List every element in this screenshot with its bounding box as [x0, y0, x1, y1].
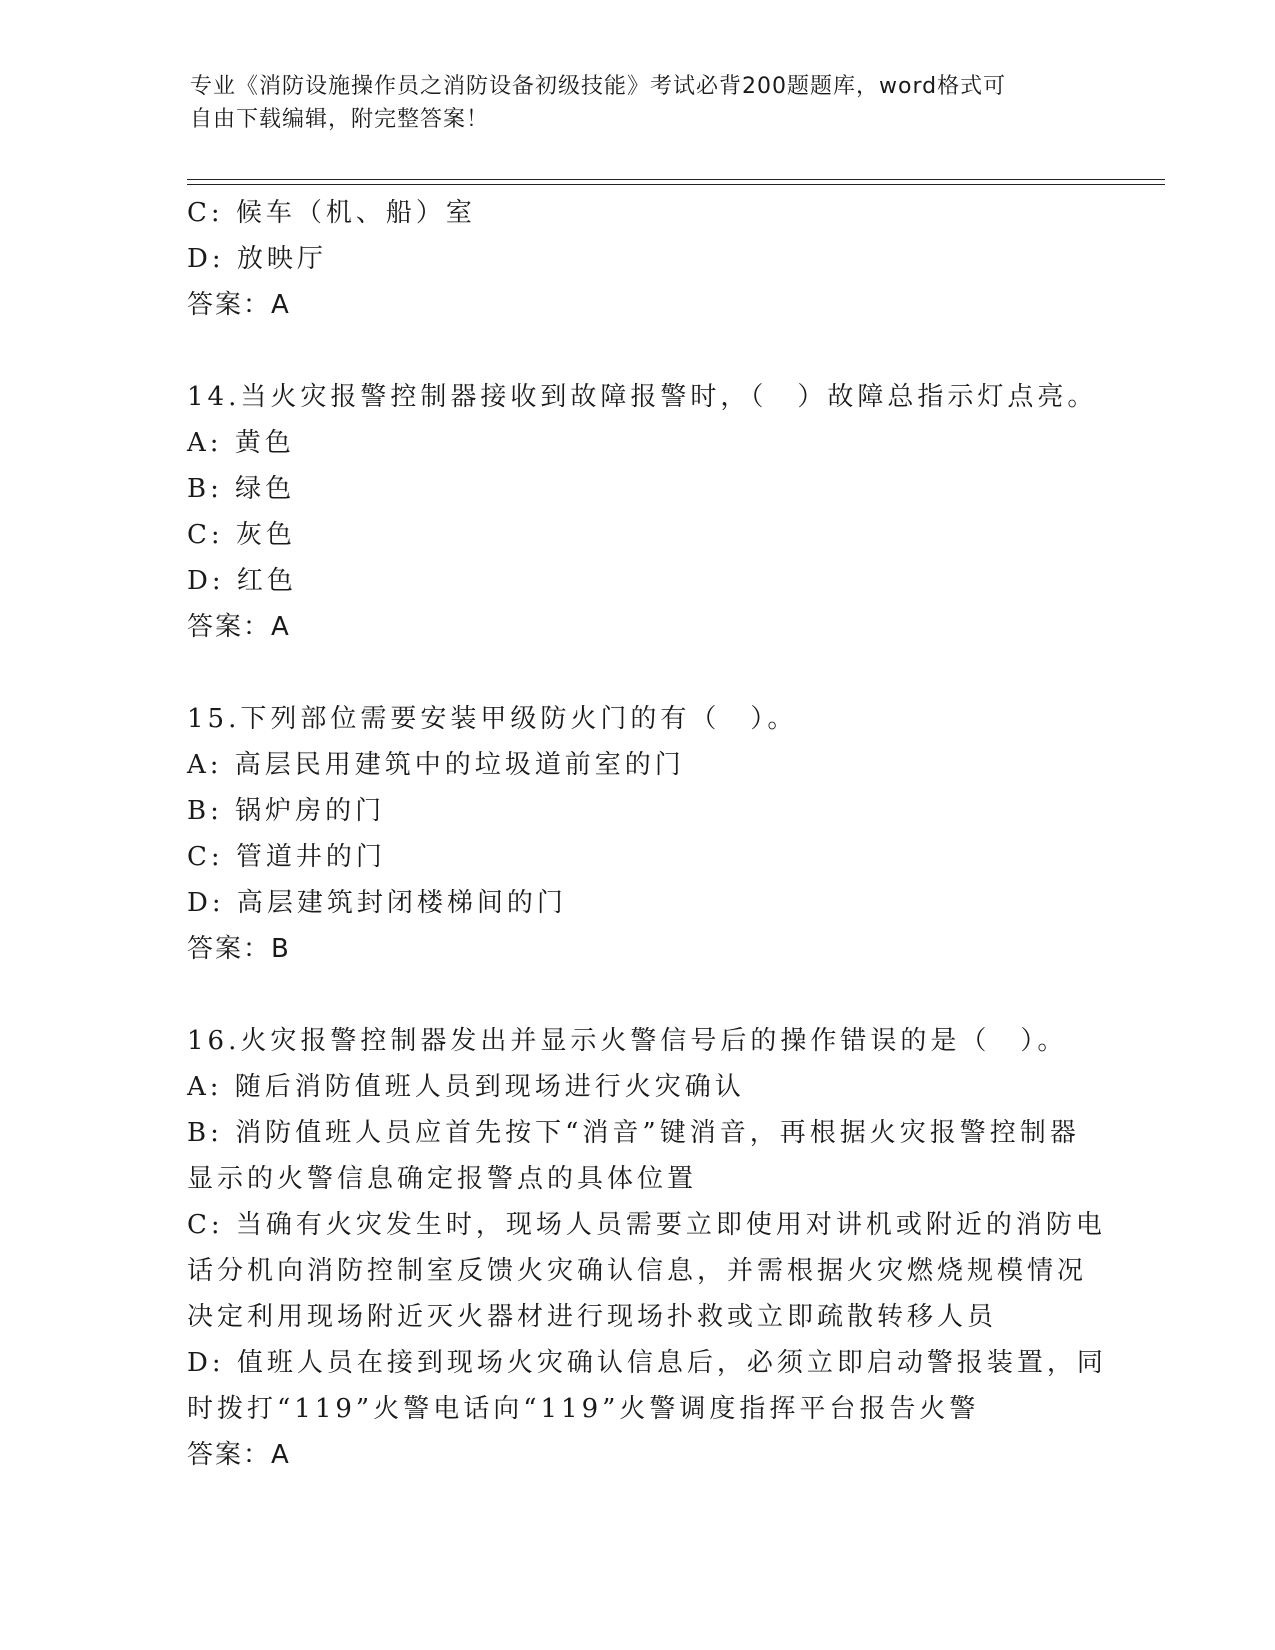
option-a: A: 高层民用建筑中的垃圾道前室的门	[187, 750, 685, 780]
answer-line: 答案：A	[187, 612, 291, 642]
header-line-1: 专业《消防设施操作员之消防设备初级技能》考试必背200题题库，word格式可	[190, 74, 1007, 99]
spacer	[187, 650, 1087, 696]
option-c-line-2: 话分机向消防控制室反馈火灾确认信息，并需根据火灾燃烧规模情况	[187, 1256, 1088, 1286]
option-d: D: 高层建筑封闭楼梯间的门	[187, 888, 567, 918]
option-d-line-2: 时拨打“119”火警电话向“119”火警调度指挥平台报告火警	[187, 1394, 980, 1424]
option-c: C: 灰色	[187, 520, 296, 550]
question-14	[187, 374, 1098, 650]
option-c: C: 候车（机、船）室	[187, 198, 476, 228]
spacer	[187, 972, 1087, 1018]
question-text: 16.火灾报警控制器发出并显示火警信号后的操作错误的是（ ）。	[187, 1026, 1068, 1056]
option-d: D: 红色	[187, 566, 297, 596]
option-b: B: 绿色	[187, 474, 296, 504]
question-15	[187, 696, 1087, 972]
option-a: A: 黄色	[187, 428, 295, 458]
question-text: 14.当火灾报警控制器接收到故障报警时，（ ）故障总指示灯点亮。	[187, 382, 1098, 412]
question-list	[187, 190, 1107, 1478]
answer-line: 答案：B	[187, 934, 291, 964]
header-line-2: 自由下载编辑，附完整答案！	[190, 107, 490, 132]
option-d: D: 放映厅	[187, 244, 327, 274]
question-13-tail	[187, 190, 1087, 328]
answer-line: 答案：A	[187, 290, 291, 320]
option-d-line-1: D: 值班人员在接到现场火灾确认信息后，必须立即启动警报装置，同	[187, 1348, 1107, 1378]
option-a: A: 随后消防值班人员到现场进行火灾确认	[187, 1072, 745, 1102]
document-header	[190, 70, 1090, 136]
header-divider-bottom	[187, 184, 1165, 185]
option-b-line-2: 显示的火警信息确定报警点的具体位置	[187, 1164, 698, 1194]
option-c-line-3: 决定利用现场附近灭火器材进行现场扑救或立即疏散转移人员	[187, 1302, 998, 1332]
header-divider-top	[187, 179, 1165, 180]
option-b: B: 锅炉房的门	[187, 796, 386, 826]
option-c-line-1: C: 当确有火灾发生时，现场人员需要立即使用对讲机或附近的消防电	[187, 1210, 1106, 1240]
question-text: 15.下列部位需要安装甲级防火门的有（ ）。	[187, 704, 798, 734]
option-b-line-1: B: 消防值班人员应首先按下“消音”键消音，再根据火灾报警控制器	[187, 1118, 1080, 1148]
spacer	[187, 328, 1087, 374]
answer-line: 答案：A	[187, 1440, 291, 1470]
option-c: C: 管道井的门	[187, 842, 386, 872]
question-16	[187, 1018, 1107, 1478]
